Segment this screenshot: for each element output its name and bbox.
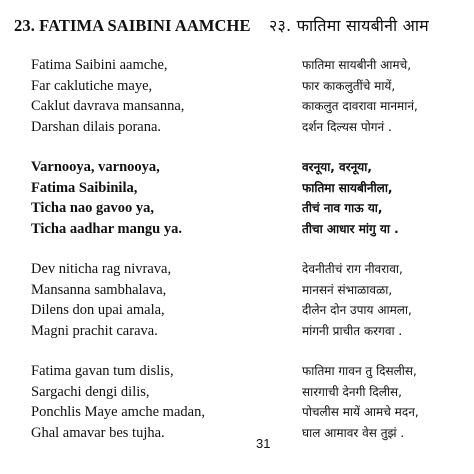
lyric-line-roman: Dilens don upai amala, [31, 302, 165, 318]
stanza-devanagari [302, 55, 470, 137]
lyric-line-devanagari: मानसनं संभाळावळा, [302, 282, 393, 297]
lyric-line-devanagari: दीलेन दोन उपाय आमला, [302, 303, 412, 317]
hymn-title-roman: 23. FATIMA SAIBINI AAMCHE [14, 16, 251, 35]
lyric-line-devanagari: देवनीतीचं राग नीवरावा, [302, 262, 403, 276]
lyric-line-roman: Ticha nao gavoo ya, [31, 200, 155, 216]
lyric-line-devanagari: फातिमा सायबीनीला, [302, 180, 393, 195]
stanza-roman [31, 157, 271, 239]
lyric-line-devanagari: दर्शन दिल्यस पोगनं . [302, 119, 392, 134]
roman-lyrics-column [31, 55, 271, 463]
hymn-header [14, 6, 470, 40]
lyric-line-roman: Dev niticha rag nivrava, [31, 261, 172, 277]
stanza-devanagari [302, 157, 470, 239]
lyric-line-roman: Fatima Saibinila, [31, 179, 138, 196]
lyric-line-roman: Caklut davrava mansanna, [31, 98, 185, 114]
lyric-line-devanagari: वरनूया, वरनूया, [302, 160, 372, 174]
lyric-line-roman: Ticha aadhar mangu ya. [31, 220, 182, 237]
lyric-line-devanagari: फार काकलुतींचे मायें, [302, 78, 396, 93]
lyric-line-roman: Darshan dilais porana. [31, 118, 162, 135]
lyric-line-devanagari: पोचलीस मायें आमचे मदन, [302, 405, 419, 419]
lyric-line-devanagari: मांगनी प्राचीत करगवा . [302, 323, 403, 338]
lyric-line-devanagari: घाल आमावर वेस तुझं . [302, 425, 405, 440]
stanza-roman [31, 55, 271, 137]
lyric-line-roman: Varnooya, varnooya, [31, 159, 160, 175]
lyric-line-roman: Ponchlis Maye amche madan, [31, 404, 205, 420]
stanza-devanagari [302, 259, 470, 341]
lyric-line-roman: Fatima gavan tum dislis, [31, 363, 174, 379]
lyric-line-devanagari: तीचं नाव गाऊ या, [302, 201, 383, 215]
lyric-line-roman: Mansanna sambhalava, [31, 281, 167, 298]
page-number: 31 [256, 436, 271, 451]
lyric-line-devanagari: काकलुत दावरावा मानमानं, [302, 99, 418, 113]
lyric-line-devanagari: सारगाची देनगी दिलीस, [302, 384, 402, 399]
lyric-line-roman: Magni prachit carava. [31, 322, 158, 339]
stanza-roman [31, 259, 271, 341]
lyric-line-devanagari: फातिमा गावन तु दिसलीस, [302, 364, 417, 378]
lyric-line-roman: Fatima Saibini aamche, [31, 57, 168, 73]
lyric-line-roman: Far caklutiche maye, [31, 77, 153, 94]
hymn-title-devanagari: २३. फातिमा सायबीनी आम [269, 16, 429, 35]
lyric-line-devanagari: तीचा आधार मांगु या . [302, 221, 399, 236]
stanza-roman [31, 361, 271, 443]
lyric-line-devanagari: फातिमा सायबीनी आमचे, [302, 58, 412, 72]
devanagari-lyrics-column [302, 55, 470, 463]
lyric-line-roman: Ghal amavar bes tujha. [31, 424, 165, 441]
stanza-devanagari [302, 361, 470, 443]
lyric-line-roman: Sargachi dengi dilis, [31, 383, 150, 400]
